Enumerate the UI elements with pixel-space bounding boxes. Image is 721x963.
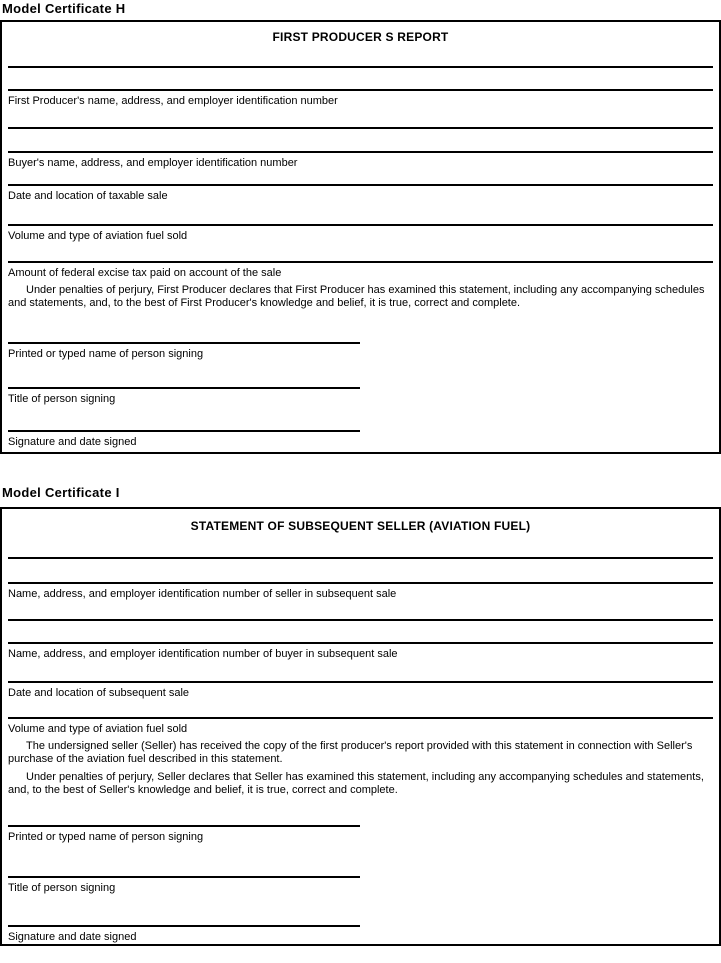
cert-h-title: FIRST PRODUCER S REPORT — [272, 30, 449, 44]
signature-line — [8, 825, 360, 827]
signature-line — [8, 342, 360, 344]
writing-line — [8, 717, 713, 719]
cert-h-label-buyer: Buyer's name, address, and employer identification number — [8, 157, 298, 169]
writing-line — [8, 66, 713, 68]
cert-i-label-seller: Name, address, and employer identification number of seller in subsequent sale — [8, 588, 397, 600]
cert-h-label-title-of-signer: Title of person signing — [8, 393, 116, 405]
cert-i-declaration: Under penalties of perjury, Seller declares that Seller has examined this statement, including any accompanying schedules and statements, and, to the best of Seller's knowledge and belief, it is true, correct and complete. — [8, 771, 704, 796]
cert-i-label-title-of-signer: Title of person signing — [8, 882, 116, 894]
writing-line — [8, 184, 713, 186]
cert-i-label-buyer: Name, address, and employer identification number of buyer in subsequent sale — [8, 648, 398, 660]
cert-i-label-volume-fuel: Volume and type of aviation fuel sold — [8, 723, 188, 735]
cert-i-receipt-statement: The undersigned seller (Seller) has received the copy of the first producer's report provided with this statement in connection with Seller's purchase of the aviation fuel described in this statement. — [8, 740, 693, 765]
cert-h-label-printed-name: Printed or typed name of person signing — [8, 348, 204, 360]
cert-h-label-excise-tax: Amount of federal excise tax paid on account of the sale — [8, 267, 282, 279]
cert-i-title: STATEMENT OF SUBSEQUENT SELLER (AVIATION FUEL) — [190, 519, 531, 533]
cert-i-heading: Model Certificate I — [2, 485, 120, 500]
cert-h-label-signature-date: Signature and date signed — [8, 436, 137, 448]
signature-line — [8, 925, 360, 927]
cert-i-label-signature-date: Signature and date signed — [8, 931, 137, 943]
writing-line — [8, 681, 713, 683]
writing-line — [8, 582, 713, 584]
cert-h-box — [0, 20, 721, 454]
cert-h-label-volume-fuel: Volume and type of aviation fuel sold — [8, 230, 188, 242]
writing-line — [8, 642, 713, 644]
cert-h-label-first-producer: First Producer's name, address, and employer identification number — [8, 95, 338, 107]
cert-i-label-printed-name: Printed or typed name of person signing — [8, 831, 204, 843]
cert-i-label-date-subsequent-sale: Date and location of subsequent sale — [8, 687, 190, 699]
writing-line — [8, 127, 713, 129]
cert-i-box — [0, 507, 721, 946]
cert-h-label-date-taxable-sale: Date and location of taxable sale — [8, 190, 168, 202]
writing-line — [8, 89, 713, 91]
writing-line — [8, 619, 713, 621]
writing-line — [8, 261, 713, 263]
cert-h-declaration: Under penalties of perjury, First Producer declares that First Producer has examined this statement, including any accompanying schedules and statements, and, to the best of First Producer's knowledge and belief, it is true, correct and complete. — [8, 284, 705, 309]
signature-line — [8, 387, 360, 389]
signature-line — [8, 876, 360, 878]
signature-line — [8, 430, 360, 432]
writing-line — [8, 151, 713, 153]
writing-line — [8, 224, 713, 226]
cert-h-heading: Model Certificate H — [2, 1, 126, 16]
writing-line — [8, 557, 713, 559]
